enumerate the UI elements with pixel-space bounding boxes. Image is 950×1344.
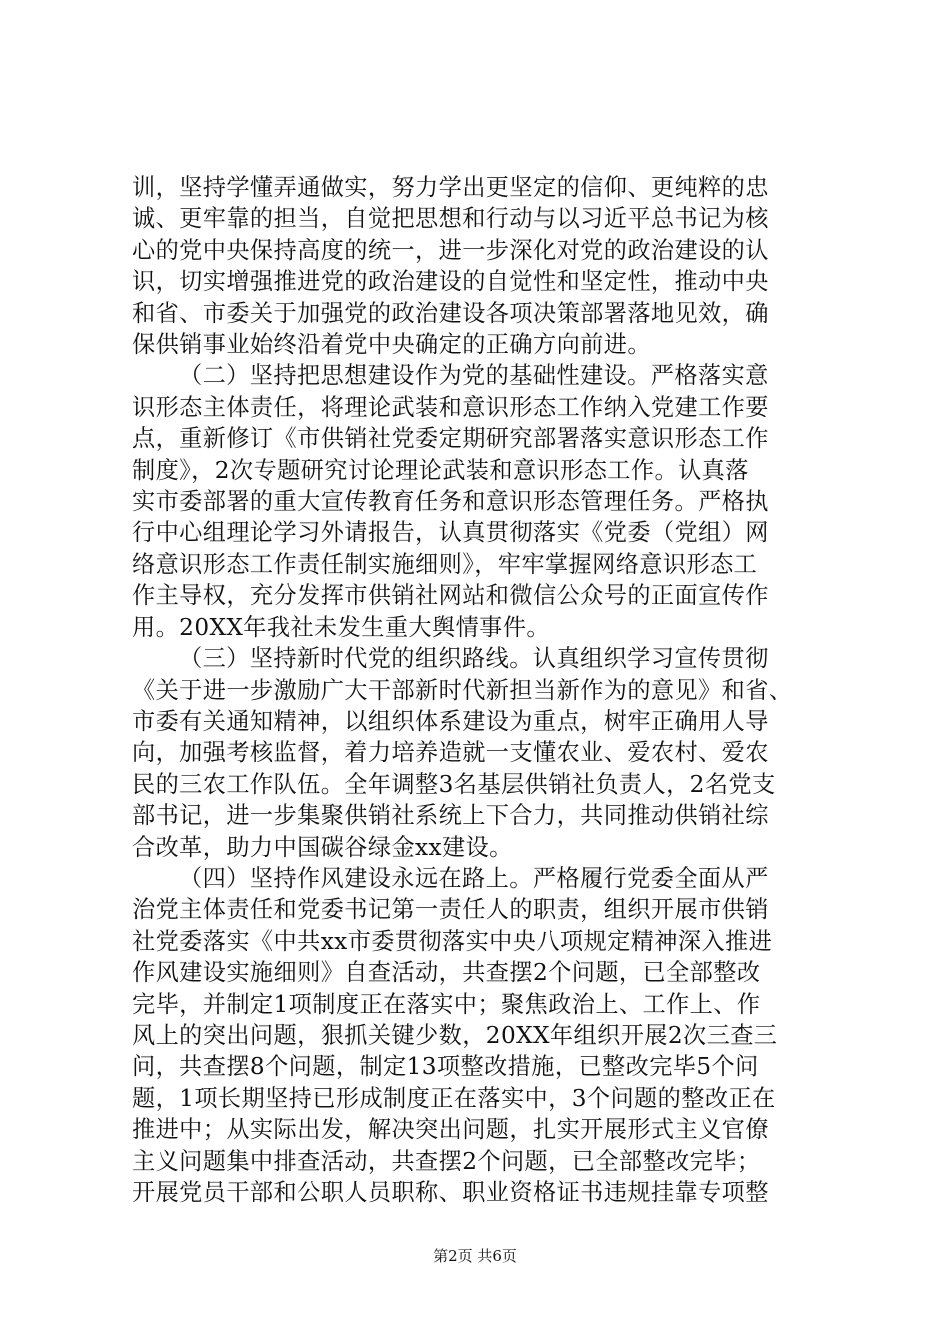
text-line: 开展党员干部和公职人员职称、职业资格证书违规挂靠专项整 — [132, 1179, 769, 1206]
text-line: 诚、更牢靠的担当，自觉把思想和行动与以习近平总书记为核 — [132, 205, 769, 233]
paragraph-3 — [132, 643, 832, 863]
text-line: 识形态主体责任，将理论武装和意识形态工作纳入党建工作要 — [132, 393, 769, 421]
text-line: 主义问题集中排查活动，共查摆2个问题，已全部整改完毕； — [132, 1147, 761, 1175]
text-line: 和省、市委关于加强党的政治建设各项决策部署落地见效，确 — [132, 299, 769, 327]
text-line: （四）坚持作风建设永远在路上。严格履行党委全面从严 — [179, 864, 769, 892]
paragraph-1 — [132, 172, 832, 360]
text-line: 用。20XX年我社未发生重大舆情事件。 — [132, 613, 550, 641]
text-line: 作风建设实施细则》自查活动，共查摆2个问题，已全部整改 — [132, 959, 761, 987]
text-line: 作主导权，充分发挥市供销社网站和微信公众号的正面宣传作 — [132, 582, 769, 610]
text-line: 向，加强考核监督，着力培养造就一支懂农业、爱农村、爱农 — [132, 739, 769, 767]
text-line: 合改革，助力中国碳谷绿金xx建设。 — [132, 833, 513, 861]
text-line: 《关于进一步激励广大干部新时代新担当新作为的意见》和省、 — [132, 676, 793, 704]
text-line: 保供销事业始终沿着党中央确定的正确方向前进。 — [132, 331, 651, 359]
text-line: （三）坚持新时代党的组织路线。认真组织学习宣传贯彻 — [179, 645, 769, 673]
text-line: 识，切实增强推进党的政治建设的自觉性和坚定性，推动中央 — [132, 268, 769, 296]
text-line: 完毕，并制定1项制度正在落实中；聚焦政治上、工作上、作 — [132, 990, 761, 1018]
text-line: 制度》，2次专题研究讨论理论武装和意识形态工作。认真落 — [132, 456, 749, 484]
text-line: 心的党中央保持高度的统一，进一步深化对党的政治建设的认 — [132, 236, 769, 264]
text-line: 题，1项长期坚持已形成制度正在落实中，3个问题的整改正在 — [132, 1084, 776, 1112]
text-line: 市委有关通知精神，以组织体系建设为重点，树牢正确用人导 — [132, 707, 769, 735]
paragraph-4 — [132, 863, 832, 1208]
text-line: 民的三农工作队伍。全年调整3名基层供销社负责人，2名党支 — [132, 770, 776, 798]
text-line: 推进中；从实际出发，解决突出问题，扎实开展形式主义官僚 — [132, 1116, 769, 1144]
text-line: 问，共查摆8个问题，制定13项整改措施，已整改完毕5个问 — [132, 1053, 759, 1081]
text-line: 治党主体责任和党委书记第一责任人的职责，组织开展市供销 — [132, 896, 769, 924]
paragraph-2 — [132, 360, 832, 643]
text-line: 训，坚持学懂弄通做实，努力学出更坚定的信仰、更纯粹的忠 — [132, 174, 769, 201]
text-line: 风上的突出问题，狠抓关键少数，20XX年组织开展2次三查三 — [132, 1021, 778, 1049]
text-line: （二）坚持把思想建设作为党的基础性建设。严格落实意 — [179, 362, 769, 390]
text-line: 点，重新修订《市供销社党委定期研究部署落实意识形态工作 — [132, 425, 769, 453]
text-line: 部书记，进一步集聚供销社系统上下合力，共同推动供销社综 — [132, 802, 769, 830]
text-line: 实市委部署的重大宣传教育任务和意识形态管理任务。严格执 — [132, 488, 769, 516]
document-body — [132, 172, 832, 1208]
text-line: 社党委落实《中共xx市委贯彻落实中央八项规定精神深入推进 — [132, 927, 773, 955]
text-line: 行中心组理论学习外请报告，认真贯彻落实《党委（党组）网 — [132, 519, 769, 547]
page-number-footer: 第2页 共6页 — [433, 1247, 517, 1265]
text-line: 络意识形态工作责任制实施细则》，牢牢掌握网络意识形态工 — [132, 550, 758, 578]
